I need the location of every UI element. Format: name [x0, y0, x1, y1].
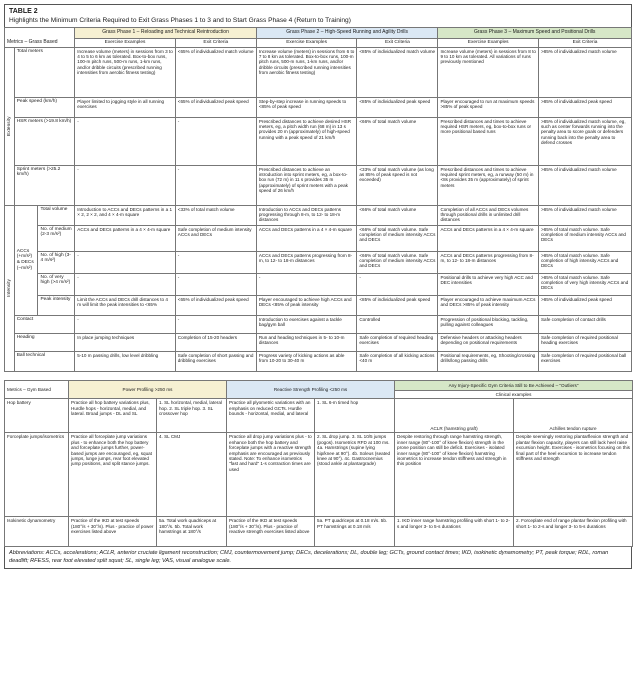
table-cell: -: [256, 273, 357, 295]
exercise-examples-header: Exercise Examples: [256, 38, 357, 47]
table-cell: >85% of individualized match volume: [538, 47, 631, 97]
table-cell: Limit the ACCs and DECs drill distances to 4 m will limit the peak intensities to <65%: [75, 295, 176, 315]
table-cell: >85% of individualized peak speed: [538, 295, 631, 315]
reactive-strength-header: Reactive Strength Profiling <250 ms: [227, 380, 395, 399]
table-cell: -: [75, 165, 176, 205]
exit-criteria-header: Exit Criteria: [175, 38, 256, 47]
table-cell: Safe completion of all kicking actions <40 m: [357, 351, 438, 371]
table-cell: Despite seemingly restoring plantarflexion strength and plantar flexion capacity, players can still lack heel raise excursion height. Exercises - isometrics focusing on this final part of the heel excursion to increase tendon stiffness and strength: [514, 433, 633, 517]
table-cell: >85% of total match volume. Safe completion of very high intensity ACCs and DECs: [538, 273, 631, 295]
table-cell: Safe completion of contact drills: [538, 315, 631, 333]
table-cell: >85% of individualized peak speed: [538, 97, 631, 117]
table-cell: <66% of total match volume. Safe completion of medium intensity ACCs and DECs: [357, 251, 438, 273]
grass-phase-table: [4, 27, 632, 372]
row-label: Peak intensity: [38, 295, 75, 315]
table-cell: Practice all forceplate jump variations plus - to enhance both the hop battery and forceplate jumps further, power-based jumps are encouraged, eg, squat jumps, lunge jumps, rear foot elevated jump positions, and split stance jumps.: [69, 433, 157, 517]
phase2-header: Grass Phase 2 – High-Speed Running and Agility Drills: [256, 27, 438, 38]
table-cell: <65% of individualized match volume: [175, 47, 256, 97]
table-cell: Safe completion of medium intensity ACCs and DECs: [175, 225, 256, 251]
table-cell: <66% of total match volume: [357, 117, 438, 165]
table-cell: ACCs and DECs patterns progressing from 8-m, to 12- to 18-m distances: [256, 251, 357, 273]
gym-criteria-table: [4, 380, 633, 548]
table-cell: ACCs and DECs patterns in a 4 × 4-m square: [256, 225, 357, 251]
exercise-examples-header: Exercise Examples: [75, 38, 176, 47]
table-cell: <65% of individualized peak speed: [175, 295, 256, 315]
table-cell: Introduction to ACCs and DECs patterns progressing through 8-m, to 12- to 18-m distances: [256, 205, 357, 225]
table-cell: -: [175, 117, 256, 165]
row-label: Isokinetic dynamometry: [5, 517, 69, 547]
exit-criteria-header: Exit Criteria: [538, 38, 631, 47]
table-cell: Player encouraged to achieve high ACCs and DECs <85% of peak intensity: [256, 295, 357, 315]
table-cell: Practice all hop battery variations plus, Hurdle hops - horizontal, medial, and lateral. Broad jumps - DL and SL: [69, 399, 157, 433]
table-cell: Increase volume (meters) in sessions from 6 to 7 to 8 km as tolerated. Box-to-box runs, 100-m pitch runs, 500-m runs, 1-km runs, and/or dribble circuits (prescribed running intensities from aerobic fitness testing): [256, 47, 357, 97]
table-cell: 2. SL drop jump. 3. SL 10/5 jumps (pogos). Isometrics RFD at 100 ms. 4a. Hamstrings (supine lying hip/knee at 90°). 4b. Soleus (seated knee at 90°). 4c. Gastrocnemius (stood ankle at plantargrade): [315, 433, 395, 517]
table-cell: Safe completion of required positional heading exercises: [538, 333, 631, 351]
table-cell: >85% of individualized match volume, eg, such as center forwards running into the penalty area to score goals or defenders running back into the penalty area to defend crosses: [538, 117, 631, 165]
table-title: Highlights the Minimum Criteria Required to Exit Grass Phases 1 to 3 and to Start Grass Phase 4 (Return to Training): [9, 16, 351, 24]
table-cell: 4. SL CMJ: [157, 433, 227, 517]
row-label: Peak speed (km/h): [14, 97, 75, 117]
accs-group-label: ACCs (+m/s²) & DECs (−m/s²): [14, 205, 38, 315]
phase3-header: Grass Phase 3 – Maximum Speed and Positional Drills: [438, 27, 632, 38]
table-cell: Run and heading techniques in 5- to 10-m distances: [256, 333, 357, 351]
table-cell: Introduction to exercises against a tackle bag/gym ball: [256, 315, 357, 333]
outliers-header: Any Injury-Specific Gym Criteria Still to Be Achieved – "Outliers": [395, 380, 633, 390]
table-cell: Practice all plyometric variations with an emphasis on reduced GCTs. Hurdle bounds - horizontal, medial, and lateral: [227, 399, 315, 433]
table-cell: -: [75, 315, 176, 333]
table-cell: 2. Forceplate end of range plantar flexion profiling with short 1- to 2-s and longer 3- to 5-s durations: [514, 517, 633, 547]
table-cell: Safe completion of required heading exercises: [357, 333, 438, 351]
table-cell: -: [175, 273, 256, 295]
power-profiling-header: Power Profiling >250 ms: [69, 380, 227, 399]
exit-criteria-header: Exit Criteria: [357, 38, 438, 47]
intensity-group-label: Intensity: [5, 205, 15, 371]
table-cell: Increase volume (meters) in sessions from 3 to 4 to 5 to 6 km as tolerated. Box-to-box runs, 100-m pitch runs, 500-m runs, 1-km runs, and/or dribble circuits (prescribed running intensities from aerobic fitness testing): [75, 47, 176, 97]
table-cell: 1. SL horizontal, medial, lateral hop. 2. SL triple hop. 3. SL crossover hop: [157, 399, 227, 433]
exercise-examples-header: Exercise Examples: [438, 38, 539, 47]
table-cell: Increase volume (meters) in sessions from 8 to 9 to 10 km as tolerated. All variations of runs previously mentioned: [438, 47, 539, 97]
row-label: Ball technical: [14, 351, 75, 371]
table-cell: Player encouraged to run at maximum speeds >85% of peak speed: [438, 97, 539, 117]
table-cell: Player limited to jogging style in all running exercises: [75, 97, 176, 117]
table-cell: Introduction to ACCs and DECs patterns in a 1 × 2, 2 × 2, and 4 × 4-m square: [75, 205, 176, 225]
table-cell: 1. IKD inner range hamstring profiling with short 1- to 2-s and longer 3- to 5-s durations: [395, 517, 514, 547]
table-cell: <66% of total match volume: [357, 205, 438, 225]
table-cell: ACCs and DECs patterns in a 4 × 4-m square: [438, 225, 539, 251]
table-cell: ACCs and DECs patterns progressing from 8-m, to 12- to 18-m distances: [438, 251, 539, 273]
table-cell: Safe completion of required positional ball exercises: [538, 351, 631, 371]
table-cell: Prescribed distances to achieve an introduction into sprint meters, eg, a box-to-box run (72 m) in 11 s provides 35 m (approximately) of sprint meters with a peak speed of 26 km/h: [256, 165, 357, 205]
table-cell: Practice all drop jump variations plus - to enhance both the hop battery and forceplate jumps with a reactive strength emphasis are encouraged as previously stated. Note: To enhance isometrics "fast and hard" 1-s contraction times are used: [227, 433, 315, 517]
row-label: No. of very high (>4 m/s²): [38, 273, 75, 295]
table-cell: Positional requirements, eg, Shooting/crossing drills/long passing drills: [438, 351, 539, 371]
row-label: Contact: [14, 315, 75, 333]
table-cell: In place jumping techniques: [75, 333, 176, 351]
row-label: Total meters: [14, 47, 75, 97]
row-label: Forceplate jumps/isometrics: [5, 433, 69, 517]
table-cell: 5a. PT quadriceps at 0.18 m/s. 5b. PT hamstrings at 0.18 m/s: [315, 517, 395, 547]
table-cell: Player encouraged to achieve maximum ACCs and DECs >85% of peak intensity: [438, 295, 539, 315]
table-cell: Completion of 15-20 headers: [175, 333, 256, 351]
clinical-examples-header: Clinical examples: [395, 390, 633, 398]
table-cell: <85% of individualized peak speed: [357, 97, 438, 117]
table-cell: >85% of individualized match volume: [538, 205, 631, 225]
row-label: Total volume: [38, 205, 75, 225]
table-cell: <33% of total match volume (as long as 85% of peak speed is not exceeded): [357, 165, 438, 205]
table-cell: <66% of total match volume. Safe completion of medium intensity ACCs and DECs: [357, 225, 438, 251]
table-cell: Defensive headers or attacking headers depending on positional requirements: [438, 333, 539, 351]
table-cell: Progression of positional blocking, tackling, pulling against colleagues: [438, 315, 539, 333]
table-cell: <65% of individualized peak speed: [175, 97, 256, 117]
table-cell: -: [175, 251, 256, 273]
table-cell: -: [75, 251, 176, 273]
row-label: No. of medium (2-3 m/s²): [38, 225, 75, 251]
table-cell: 1. SL 6-m timed hop: [315, 399, 395, 433]
table-cell: 5a. Total work quadriceps at 180°/s. 5b. Total work hamstrings at 180°/s: [157, 517, 227, 547]
table-cell: Prescribed distances and times to achieve required sprint meters, eg, a runway (50 m) in <8s provides 35 m (approximately) of sprint meters: [438, 165, 539, 205]
table-cell: Safe completion of short passing and dribbling exercises: [175, 351, 256, 371]
table-cell: <85% of individualized match volume: [357, 47, 438, 97]
table-cell: Step-by-step increase in running speeds to <85% of peak speed: [256, 97, 357, 117]
table-cell: >85% of total match volume. Safe completion of medium intensity ACCs and DECs: [538, 225, 631, 251]
row-label: Hop battery: [5, 399, 69, 433]
table-cell: Controlled: [357, 315, 438, 333]
table-cell: ACCs and DECs patterns in a 4 × 4-m square: [75, 225, 176, 251]
row-label: Heading: [14, 333, 75, 351]
table-cell: -: [75, 117, 176, 165]
table-cell: Practice of the IKD at test speeds (180°/s + 30°/s). Plus - practice of power exercises listed above: [69, 517, 157, 547]
row-label: No. of high (3-4 m/s²): [38, 251, 75, 273]
table-cell: -: [75, 273, 176, 295]
row-label: HSR meters (>19.8 km/h): [14, 117, 75, 165]
table-cell: Prescribed distances and times to achieve required HSR meters, eg, box-to-box runs or more positional based runs: [438, 117, 539, 165]
table-cell: -: [175, 165, 256, 205]
table-caption: [4, 4, 632, 27]
table-cell: <85% of individualized peak speed: [357, 295, 438, 315]
table-cell: Completion of all ACCs and DECs volumes through positional drills in unlimited drill distances: [438, 205, 539, 225]
table-cell: >85% of individualized match volume: [538, 165, 631, 205]
table-cell: Prescribed distances to achieve desired HSR meters, eg, a pitch width run (68 m) in 13 s provides 20 m (approximately) of high-speed running with a peak speed of 21 km/h: [256, 117, 357, 165]
metrics-grass-label: Metrics – Grass Based: [5, 27, 75, 47]
achilles-header: Achilles tendon rupture: [514, 399, 633, 433]
table-cell: >85% of total match volume. Safe completion of high intensity ACCs and DECs: [538, 251, 631, 273]
table-cell: Despite restoring through range hamstring strength, inner range (80°-100° of knee flexion) strength in the prone position can still be deficit. Exercises - isolated inner range (80°-100° of knee flexion) hamstring isometrics to increase tendon stiffness and strength in this position: [395, 433, 514, 517]
abbreviations-footnote: Abbreviations: ACCs, accelerations; ACLR, anterior cruciate ligament reconstruction; CMJ, countermovement jump; DECs, decelerations; DL, double leg; GCTs, ground contact times; IKD, isokinetic dynamometry; PT, peak torque; RDL, roman deadlift; RFESS, rear foot elevated split squat; SL, single leg; VAS, visual analogue scale.: [4, 547, 632, 569]
table-cell: -: [357, 273, 438, 295]
row-label: Sprint meters (>25.2 km/h): [14, 165, 75, 205]
table-cell: Progress variety of kicking actions as able from 10-20 to 30-40 m: [256, 351, 357, 371]
metrics-gym-label: Metrics – Gym Based: [5, 380, 69, 399]
phase1-header: Grass Phase 1 – Reloading and Technical Reintroduction: [75, 27, 257, 38]
table-page: [4, 4, 632, 569]
table-cell: -: [175, 315, 256, 333]
aclr-header: ACLR (hamstring graft): [395, 399, 514, 433]
table-cell: Positional drills to achieve very high ACC and DEC intensities: [438, 273, 539, 295]
table-cell: <33% of total match volume: [175, 205, 256, 225]
extensity-group-label: Extensity: [5, 47, 15, 205]
table-label: TABLE 2: [9, 8, 38, 15]
table-cell: 5-10 m passing drills, low level dribbling: [75, 351, 176, 371]
table-cell: Practice of the IKD at test speeds (180°/s + 30°/s). Plus - practice of reactive strength exercises listed above: [227, 517, 315, 547]
